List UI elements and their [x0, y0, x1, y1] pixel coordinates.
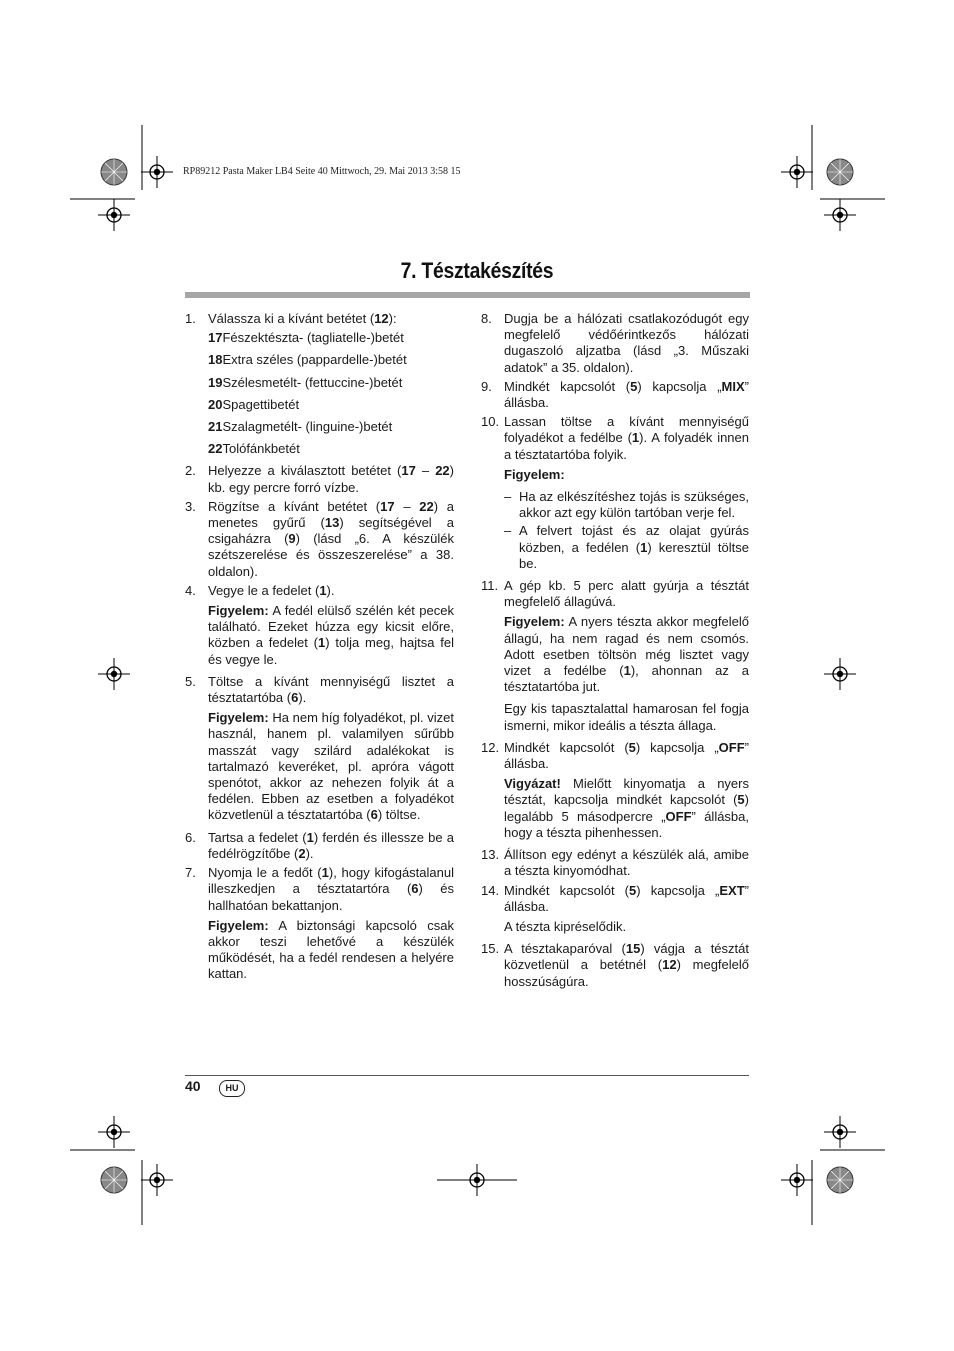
- step-3: 3. Rögzítse a kívánt betétet (17 – 22) a menetes gyűrű (13) segítségével a csigaházra (9) (lásd „6. A készülék szétszerelése és összeszerelése” a 38. oldalon).: [185, 498, 455, 579]
- bullet-10b: – A felvert tojást és az olajat gyúrás közben, a fedélen (1) keresztül töltse be.: [504, 523, 749, 571]
- note-4: Figyelem: A fedél elülső szélén két pecek található. Ezeket húzza egy kicsit előre, közben a fedelet (1) tolja meg, hajtsa fel és vegye le.: [208, 603, 454, 667]
- note-7: Figyelem: A biztonsági kapcsoló csak akkor teszi lehetővé a készülék működését, ha a fedél rendesen a helyére kattan.: [208, 917, 454, 982]
- right-column: [481, 311, 749, 993]
- insert-18: 18Extra széles (pappardelle-)betét: [208, 352, 407, 368]
- insert-17: 17Fészektészta- (tagliatelle-)betét: [208, 330, 404, 346]
- step-10: 10. Lassan töltse a kívánt mennyiségű folyadékot a fedélbe (1). A folyadék innen a tésztatartóba folyik.: [481, 414, 749, 462]
- step-12: 12. Mindkét kapcsolót (5) kapcsolja „OFF” állásba.: [481, 739, 749, 772]
- left-column: [185, 311, 454, 989]
- step-2: 2. Helyezze a kiválasztott betétet (17 – 22) kb. egy percre forró vízbe.: [185, 463, 454, 495]
- step-6: 6. Tartsa a fedelet (1) ferdén és illessze be a fedélrögzítőbe (2).: [185, 829, 455, 861]
- step-11: 11. A gép kb. 5 perc alatt gyúrja a tésztát megfelelő állagúvá.: [481, 578, 749, 610]
- note-10: Figyelem:: [504, 466, 565, 482]
- bullet-10a: – Ha az elkészítéshez tojás is szükséges, akkor azt egy külön tartóban verje fel.: [504, 489, 749, 521]
- step-13: 13. Állítson egy edényt a készülék alá, amibe a tészta kinyomódhat.: [481, 847, 749, 879]
- warning-12: Vigyázat! Mielőtt kinyomatja a nyers tésztát, kapcsolja mindkét kapcsolót (5) legalább 5 másodpercre „OFF” állásba, hogy a tészta pihenhessen.: [504, 776, 750, 840]
- step-14: 14. Mindkét kapcsolót (5) kapcsolja „EXT” állásba.: [481, 882, 749, 914]
- step-4: 4. Vegye le a fedelet (1).: [185, 582, 335, 598]
- paragraph-11: Egy kis tapasztalattal hamarosan fel fogja ismerni, mikor ideális a tészta állaga.: [504, 701, 749, 733]
- page-title: 7. Tésztakészítés: [400, 258, 554, 283]
- step-7: 7. Nyomja le a fedőt (1), hogy kifogástalanul illeszkedjen a tésztatartóra (6) és hallhatóan bekattanjon.: [185, 865, 454, 913]
- note-11: Figyelem: A nyers tészta akkor megfelelő állagú, ha nem ragad és nem csomós. Adott esetben töltsön még lisztet vagy vizet a fedélbe (1), ahonnan az a tésztatartóba jut.: [504, 614, 749, 695]
- footer-rule: [185, 1075, 749, 1076]
- print-header: RP89212 Pasta Maker LB4 Seite 40 Mittwoch, 29. Mai 2013 3:58 15: [183, 166, 461, 177]
- step-15: 15. A tésztakaparóval (15) vágja a tésztát közvetlenül a betétnél (12) megfelelő hosszúságúra.: [481, 941, 749, 989]
- insert-22: 22Tolófánkbetét: [208, 441, 300, 457]
- insert-21: 21Szalagmetélt- (linguine-)betét: [208, 419, 393, 435]
- note-5: Figyelem: Ha nem híg folyadékot, pl. vizet használ, hanem pl. valamilyen sűrűbb masszát vagy szilárd adalékokat is tartalmazó keveréket, pl. apróra vágott spenótot, akkor az nehezen folyik át a fedélen. Ebben az esetben a folyadékot közvetlenül a tésztatartóba (6) töltse.: [208, 710, 454, 823]
- insert-20: 20Spagettibetét: [208, 396, 300, 412]
- step-1: 1. Válassza ki a kívánt betétet (12):: [185, 311, 397, 326]
- step-8: 8. Dugja be a hálózati csatlakozódugót egy megfelelő védőérintkezős hálózati dugaszoló aljzatba (lásd „3. Műszaki adatok” a 35. oldalon).: [481, 311, 749, 375]
- title-bar: [185, 292, 750, 298]
- step-5: 5. Töltse a kívánt mennyiségű lisztet a tésztatartóba (6).: [185, 673, 454, 706]
- language-badge: HU: [219, 1080, 245, 1097]
- insert-19: 19Szélesmetélt- (fettuccine-)betét: [208, 374, 403, 390]
- page-number: 40: [185, 1078, 201, 1094]
- paragraph-14: A tészta kipréselődik.: [504, 918, 627, 934]
- step-9: 9. Mindkét kapcsolót (5) kapcsolja „MIX” állásba.: [481, 378, 749, 411]
